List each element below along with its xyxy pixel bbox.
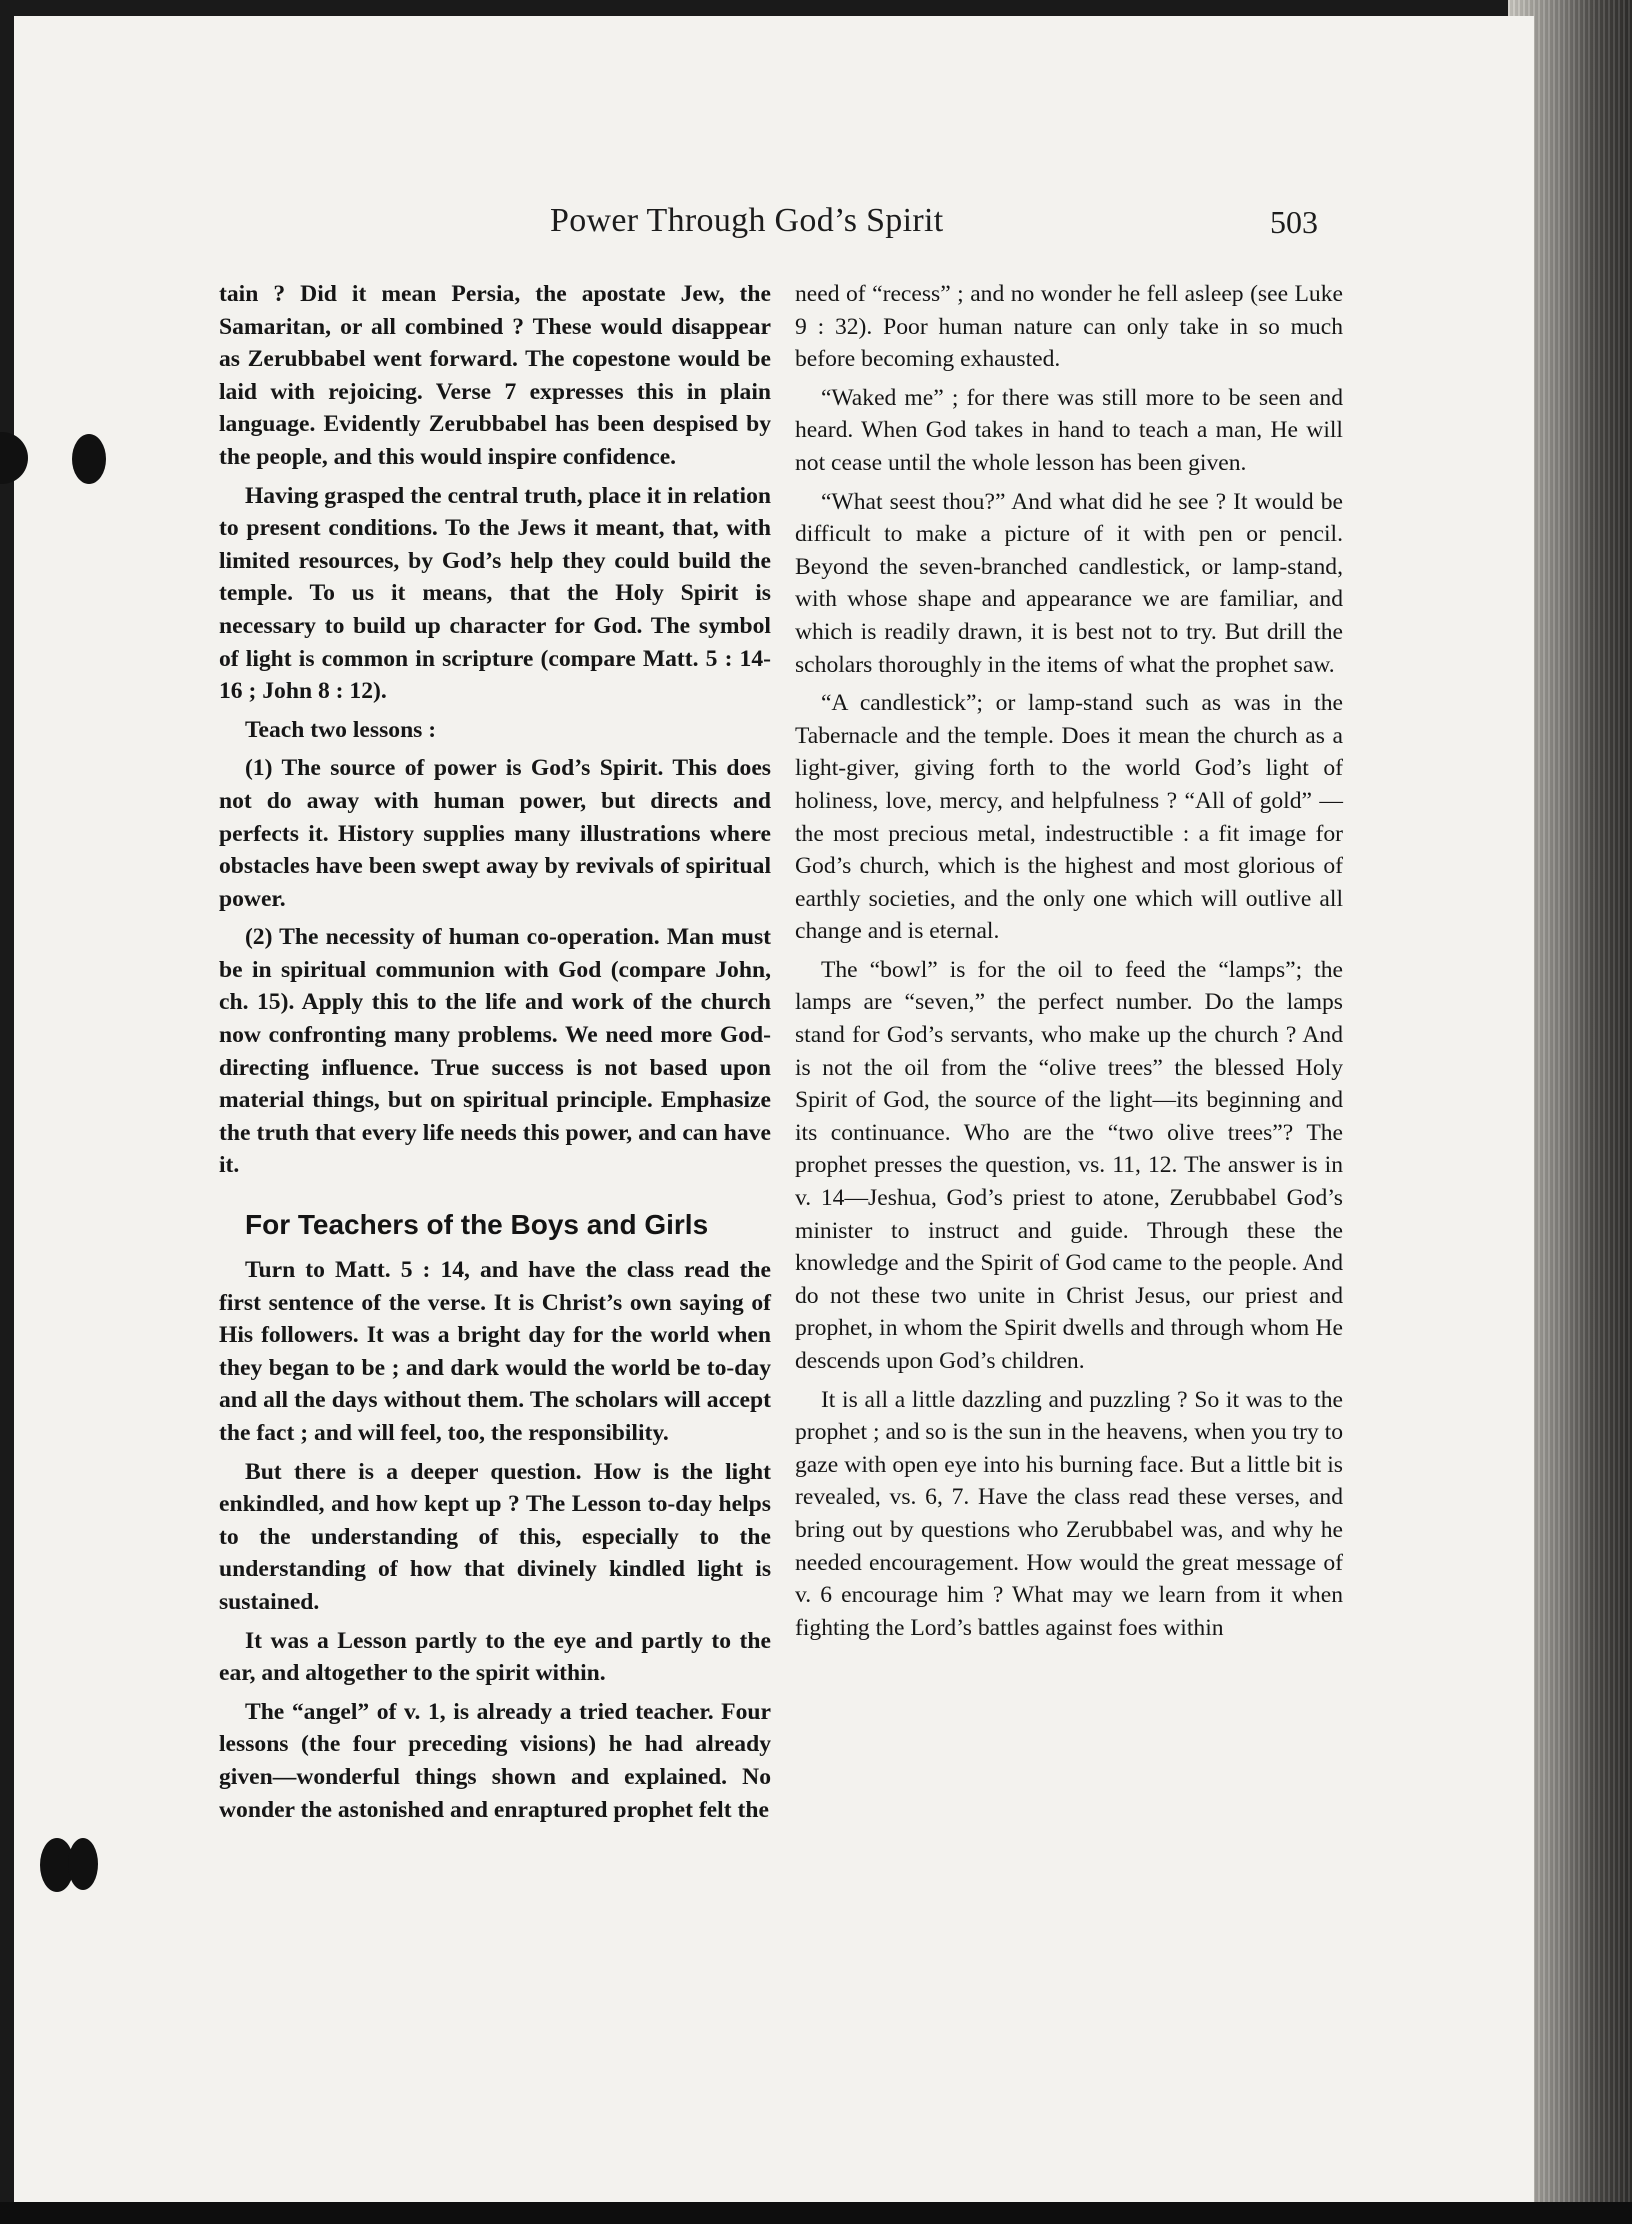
paragraph: “What seest thou?” And what did he see ? It would be difficult to make a picture of it with pen or pencil. Beyond the seven-branched candlestick, or lamp-stand, with whose shape and appearance we are familiar, and which is readily drawn, it is best not to try. But drill the scholars thoroughly in the items of what the prophet saw. — [795, 488, 1343, 678]
book-page — [14, 16, 1534, 2202]
paragraph: It was a Lesson partly to the eye and partly to the ear, and altogether to the spirit within. — [219, 1627, 771, 1687]
section-heading: For Teachers of the Boys and Girls — [245, 1209, 709, 1241]
paragraph: “A candlestick”; or lamp-stand such as was in the Tabernacle and the temple. Does it mean the church as a light-giver, giving forth to the world God’s light of holiness, love, mercy, and helpfulness ? “All of gold” —the most precious metal, indestructible : a fit image for God’s church, which is the highest and most glorious of earthly societies, and the only one which will outlive all change and is eternal. — [795, 690, 1343, 945]
paragraph: tain ? Did it mean Persia, the apostate Jew, the Samaritan, or all combined ? These would disappear as Zerubbabel went forward. The copestone would be laid with rejoicing. Verse 7 expresses this in plain language. Evidently Zerubbabel has been despised by the people, and this would inspire confidence. — [219, 281, 771, 470]
right-column — [795, 278, 1343, 1650]
paragraph: need of “recess” ; and no wonder he fell asleep (see Luke 9 : 32). Poor human nature can only take in so much before becoming exhausted. — [795, 281, 1343, 373]
paragraph: The “bowl” is for the oil to feed the “lamps”; the lamps are “seven,” the perfect number. Do the lamps stand for God’s servants, who make up the church ? And is not the oil from the “olive trees” the blessed Holy Spirit of God, the source of the light—its beginning and its continuance. Who are the “two olive trees”? The prophet presses the question, vs. 11, 12. The answer is in v. 14—Jeshua, God’s priest to atone, Zerubbabel God’s minister to instruct and guide. Through these the knowledge and the Spirit of God came to the people. And do not these two unite in Christ Jesus, our priest and prophet, in whom the Spirit dwells and through whom He descends upon God’s children. — [795, 956, 1343, 1374]
paragraph: The “angel” of v. 1, is already a tried teacher. Four lessons (the four preceding visions) he had already given—wonderful things shown and explained. No wonder the astonished and enraptured prophet felt the — [219, 1698, 771, 1823]
paragraph: Having grasped the central truth, place it in relation to present conditions. To the Jews it meant, that, with limited resources, by God’s help they could build the temple. To us it means, that the Holy Spirit is necessary to build up character for God. The symbol of light is common in scripture (compare Matt. 5 : 14-16 ; John 8 : 12). — [219, 482, 771, 705]
paragraph: (1) The source of power is God’s Spirit. This does not do away with human power, but directs and perfects it. History supplies many illustrations where obstacles have been swept away by revivals of spiritual power. — [219, 755, 771, 912]
binding-hole — [72, 434, 106, 484]
scan-bottom-border — [0, 2202, 1632, 2224]
paragraph: (2) The necessity of human co-operation. Man must be in spiritual communion with God (compare John, ch. 15). Apply this to the life and work of the church now confronting many problems. We need more God-directing influence. True success is not based upon material things, but on spiritual principle. Emphasize the truth that every life needs this power, and can have it. — [219, 924, 771, 1179]
paragraph: Turn to Matt. 5 : 14, and have the class read the first sentence of the verse. It is Christ’s own saying of His followers. It was a bright day for the world when they began to be ; and dark would the world be to-day and all the days without them. The scholars will accept the fact ; and will feel, too, the responsibility. — [219, 1257, 771, 1446]
paragraph: “Waked me” ; for there was still more to be seen and heard. When God takes in hand to teach a man, He will not cease until the whole lesson has been given. — [795, 384, 1343, 476]
page-number: 503 — [1270, 204, 1318, 240]
paragraph: But there is a deeper question. How is the light enkindled, and how kept up ? The Lesson to-day helps to the understanding of this, especially to the understanding of how that divinely kindled light is sustained. — [219, 1458, 771, 1615]
binding-hole — [68, 1838, 98, 1890]
running-title: Power Through God’s Spirit — [550, 202, 944, 239]
paragraph: Teach two lessons : — [244, 716, 437, 743]
paragraph: It is all a little dazzling and puzzling ? So it was to the prophet ; and so is the sun in the heavens, when you try to gaze with open eye into his burning face. But a little bit is revealed, vs. 6, 7. Have the class read these verses, and bring out by questions who Zerubbabel was, and why he needed encouragement. How would the great message of v. 6 encourage him ? What may we learn from it when fighting the Lord’s battles against foes within — [795, 1386, 1343, 1641]
left-column — [219, 278, 771, 1832]
